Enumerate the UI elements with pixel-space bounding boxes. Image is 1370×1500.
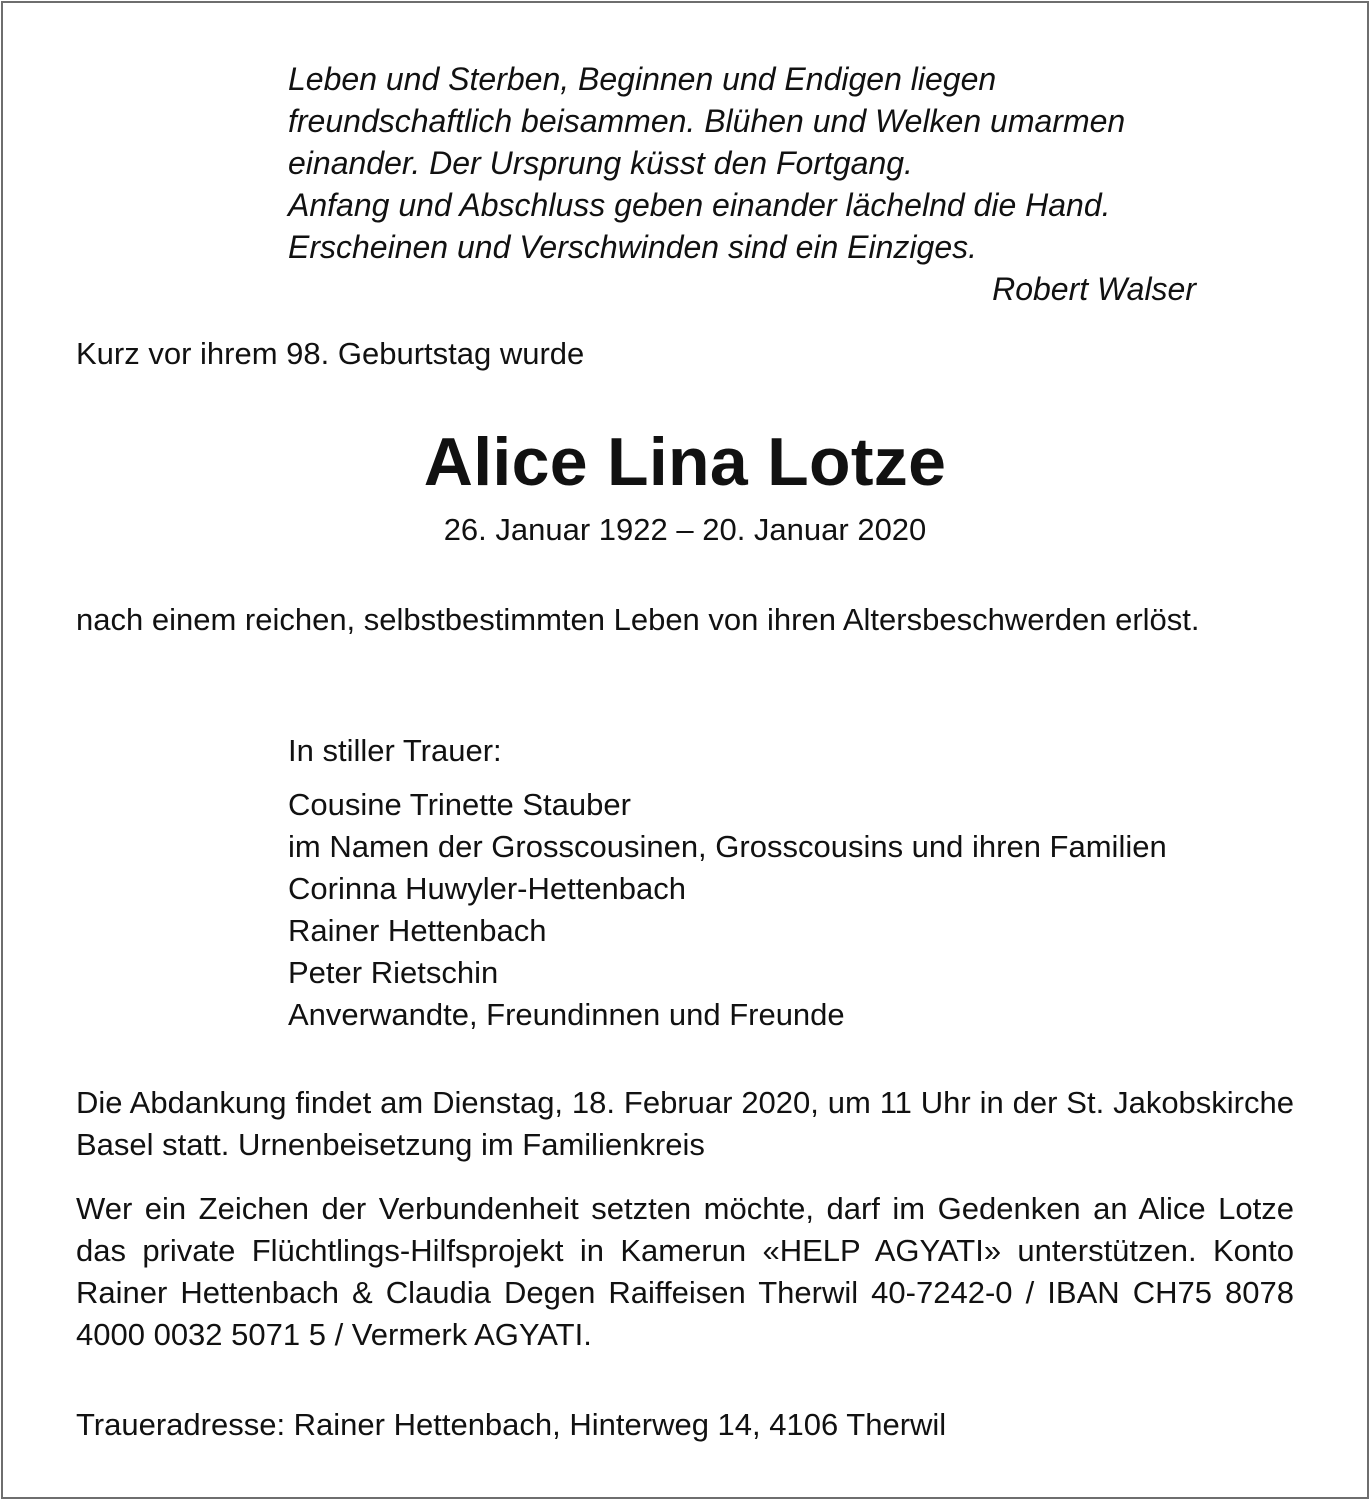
released-text: nach einem reichen, selbstbestimmten Leben von ihren Altersbeschwerden erlöst. <box>76 602 1200 637</box>
life-dates: 26. Januar 1922 – 20. Januar 2020 <box>443 512 927 547</box>
mourner-entry: Cousine Trinette Stauber <box>288 787 631 822</box>
mourner-entry: Rainer Hettenbach <box>288 913 547 948</box>
quote-author: Robert Walser <box>992 271 1196 307</box>
mourners-heading: In stiller Trauer: <box>288 733 502 768</box>
service-announcement: Die Abdankung findet am Dienstag, 18. Februar 2020, um 11 Uhr in der St. Jakobskirche Basel statt. Urnenbeisetzung im Familienkreis <box>76 1085 1294 1162</box>
intro-text: Kurz vor ihrem 98. Geburtstag wurde <box>76 336 585 371</box>
donation-notice: Wer ein Zeichen der Verbundenheit setzten möchte, darf im Gedenken an Alice Lotze das private Flüchtlings-Hilfsprojekt in Kamerun «HELP AGYATI» unterstützen. Konto Rainer Hettenbach & Claudia Degen Raiffeisen Therwil 40-7242-0 / IBAN CH75 8078 4000 0032 5071 5 / Vermerk AGYATI. <box>76 1191 1294 1352</box>
quote-line: Leben und Sterben, Beginnen und Endigen liegen <box>288 61 997 97</box>
mourner-entry: Corinna Huwyler-Hettenbach <box>288 871 687 906</box>
mourning-address: Traueradresse: Rainer Hettenbach, Hinterweg 14, 4106 Therwil <box>76 1407 947 1442</box>
epigraph-quote <box>288 58 1218 310</box>
quote-line: einander. Der Ursprung küsst den Fortgang. <box>288 145 913 181</box>
mourners-list <box>288 730 1167 1036</box>
mourner-entry: Anverwandte, Freundinnen und Freunde <box>288 997 845 1032</box>
quote-line: Anfang und Abschluss geben einander lächelnd die Hand. <box>288 187 1111 223</box>
mourner-entry: im Namen der Grosscousinen, Grosscousins und ihren Familien <box>288 829 1167 864</box>
mourner-entry: Peter Rietschin <box>288 955 499 990</box>
deceased-name: Alice Lina Lotze <box>423 424 947 500</box>
quote-line: freundschaftlich beisammen. Blühen und Welken umarmen <box>288 103 1126 139</box>
quote-line: Erscheinen und Verschwinden sind ein Einziges. <box>288 229 977 265</box>
